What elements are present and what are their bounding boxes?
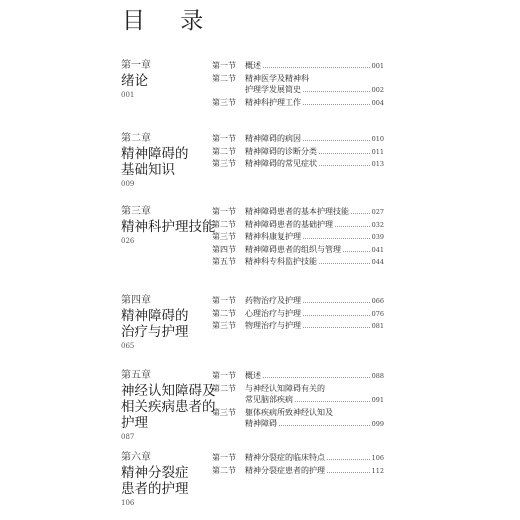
- section-title-text: 精神科专科监护技能: [245, 257, 317, 266]
- section-page-number: 088: [371, 372, 384, 380]
- section-title-line: [245, 370, 384, 383]
- section-label: 第一节: [212, 207, 236, 216]
- section-label: 第三节: [212, 97, 236, 107]
- section-label: 第三节: [212, 232, 236, 241]
- dot-leader: [327, 459, 370, 460]
- section-label: 第一节: [212, 61, 236, 70]
- section-body: [245, 97, 384, 110]
- section-title-text: 心理治疗与护理: [245, 308, 301, 318]
- dot-leader: [319, 165, 370, 166]
- dot-leader: [303, 104, 370, 105]
- chapter-page-number: 065: [121, 342, 135, 350]
- section-list: [212, 60, 384, 109]
- section-body: [245, 452, 384, 465]
- chapter-page-number: 087: [121, 433, 135, 441]
- toc-entry[interactable]: [212, 256, 384, 269]
- toc-entry[interactable]: [212, 465, 384, 478]
- section-page-number: 001: [371, 62, 384, 70]
- chapter-number: 第四章: [121, 295, 151, 306]
- section-page-number: 041: [371, 245, 384, 254]
- chapter-page-number: 026: [121, 237, 135, 245]
- section-title-text: 护理学发展简史: [245, 85, 301, 94]
- section-label: 第二节: [212, 146, 236, 156]
- toc-entry[interactable]: [212, 407, 384, 431]
- section-title-text: 精神分裂症的临床特点: [245, 453, 325, 462]
- dot-leader: [295, 401, 370, 402]
- toc-entry[interactable]: [212, 97, 384, 110]
- section-page-number: 076: [371, 309, 384, 318]
- section-title-line: [245, 465, 384, 478]
- section-title-text: 常见脑部疾病: [245, 395, 293, 404]
- section-page-number: 027: [371, 208, 384, 216]
- toc-title: 目 录: [122, 8, 218, 34]
- section-title-line: [245, 295, 384, 308]
- section-list: [212, 133, 384, 171]
- chapter-title-line: 相关疾病患者的: [121, 399, 216, 415]
- section-body: [245, 407, 384, 431]
- chapter-title-line: 绪论: [121, 73, 148, 89]
- dot-leader: [327, 472, 370, 473]
- section-body: [245, 320, 384, 333]
- section-page-number: 081: [371, 322, 384, 330]
- section-body: [245, 206, 384, 219]
- section-list: [212, 206, 384, 269]
- section-body: [245, 73, 384, 97]
- section-label: 第三节: [212, 159, 236, 168]
- section-page-number: 013: [371, 160, 384, 168]
- section-title-text: 精神科护理工作: [245, 97, 301, 107]
- toc-entry[interactable]: [212, 60, 384, 73]
- section-body: [245, 244, 384, 257]
- section-title-line: [245, 231, 384, 244]
- section-page-number: 011: [371, 147, 384, 156]
- toc-entry[interactable]: [212, 295, 384, 308]
- section-page-number: 091: [371, 396, 384, 404]
- section-page-number: 004: [371, 98, 384, 107]
- section-body: [245, 231, 384, 244]
- section-page-number: 044: [371, 258, 384, 266]
- section-page-number: 099: [371, 420, 384, 428]
- chapter-number: 第六章: [121, 452, 151, 463]
- section-page-number: 066: [371, 297, 384, 305]
- chapter-title-line: 护理: [121, 415, 148, 431]
- section-title-line: [245, 418, 384, 431]
- section-label: 第三节: [212, 407, 236, 417]
- section-title-line: [245, 84, 384, 97]
- section-label: 第二节: [212, 219, 236, 229]
- section-label: 第一节: [212, 453, 236, 462]
- section-title-line: [245, 308, 384, 321]
- section-label: 第二节: [212, 465, 236, 475]
- dot-leader: [303, 327, 370, 328]
- section-title-text: 精神障碍的诊断分类: [245, 146, 317, 156]
- section-title-text: 躯体疾病所致神经认知及: [245, 407, 333, 417]
- chapter-title-line: 精神分裂症: [121, 465, 189, 481]
- section-page-number: 106: [371, 454, 384, 462]
- section-page-number: 010: [371, 135, 384, 143]
- section-title-text: 精神医学及精神科: [245, 73, 309, 83]
- toc-entry[interactable]: [212, 452, 384, 465]
- section-title-text: 精神障碍的常见症状: [245, 159, 317, 168]
- section-title-line: [245, 133, 384, 146]
- section-body: [245, 158, 384, 171]
- section-list: [212, 370, 384, 431]
- dot-leader: [303, 302, 370, 303]
- toc-entry[interactable]: [212, 308, 384, 321]
- section-title-line: [245, 394, 384, 407]
- section-title-line: [245, 383, 384, 395]
- dot-leader: [335, 226, 370, 227]
- section-title-line: [245, 206, 384, 219]
- section-label: 第二节: [212, 73, 236, 83]
- toc-entry[interactable]: [212, 158, 384, 171]
- dot-leader: [319, 153, 370, 154]
- section-title-text: 精神障碍的病因: [245, 134, 301, 143]
- section-body: [245, 370, 384, 383]
- section-page-number: 002: [371, 86, 384, 94]
- section-body: [245, 308, 384, 321]
- section-title-line: [245, 146, 384, 159]
- section-label: 第二节: [212, 308, 236, 318]
- dot-leader: [279, 425, 370, 426]
- section-page-number: 032: [371, 220, 384, 229]
- section-title-text: 精神障碍患者的组织与管理: [245, 244, 341, 254]
- toc-entry[interactable]: [212, 206, 384, 219]
- chapter-page-number: 001: [121, 91, 135, 99]
- chapter-title-line: 治疗与护理: [121, 324, 189, 340]
- toc-entry[interactable]: [212, 231, 384, 244]
- section-title-line: [245, 407, 384, 419]
- section-body: [245, 60, 384, 73]
- section-title-line: [245, 244, 384, 257]
- chapter-title-line: 患者的护理: [121, 481, 189, 497]
- section-title-text: 药物治疗及护理: [245, 296, 301, 305]
- section-title-line: [245, 452, 384, 465]
- section-list: [212, 295, 384, 333]
- section-title-line: [245, 60, 384, 73]
- section-page-number: 039: [371, 233, 384, 241]
- section-body: [245, 295, 384, 308]
- dot-leader: [303, 315, 370, 316]
- toc-entry[interactable]: [212, 219, 384, 232]
- chapter-title-line: 精神障碍的: [121, 146, 189, 162]
- section-label: 第五节: [212, 257, 236, 266]
- section-body: [245, 133, 384, 146]
- chapter-number: 第一章: [121, 60, 151, 71]
- section-label: 第四节: [212, 244, 236, 254]
- dot-leader: [303, 91, 370, 92]
- toc-entry[interactable]: [212, 320, 384, 333]
- section-title-text: 概述: [245, 61, 261, 70]
- chapter-page-number: 009: [121, 180, 135, 188]
- section-body: [245, 465, 384, 478]
- section-title-text: 精神分裂症患者的护理: [245, 465, 325, 475]
- section-title-line: [245, 97, 384, 110]
- chapter-title-line: 精神科护理技能: [121, 219, 216, 235]
- dot-leader: [263, 377, 370, 378]
- chapter-page-number: 106: [121, 499, 135, 507]
- section-list: [212, 452, 384, 477]
- toc-entry[interactable]: [212, 370, 384, 383]
- section-title-text: 精神障碍: [245, 419, 277, 428]
- chapter-title-line: 神经认知障碍及: [121, 383, 216, 399]
- dot-leader: [319, 263, 370, 264]
- dot-leader: [303, 238, 370, 239]
- section-label: 第一节: [212, 134, 236, 143]
- toc-entry[interactable]: [212, 73, 384, 97]
- section-title-text: 物理治疗与护理: [245, 321, 301, 330]
- dot-leader: [343, 251, 370, 252]
- section-body: [245, 219, 384, 232]
- section-title-line: [245, 158, 384, 171]
- section-title-line: [245, 256, 384, 269]
- section-title-text: 概述: [245, 371, 261, 380]
- toc-entry[interactable]: [212, 146, 384, 159]
- chapter-title-line: 精神障碍的: [121, 308, 189, 324]
- toc-entry[interactable]: [212, 383, 384, 407]
- dot-leader: [303, 140, 370, 141]
- section-title-text: 精神障碍患者的基础护理: [245, 219, 333, 229]
- section-label: 第三节: [212, 321, 236, 330]
- section-body: [245, 383, 384, 407]
- toc-entry[interactable]: [212, 244, 384, 257]
- section-title-line: [245, 320, 384, 333]
- section-title-text: 精神科康复护理: [245, 232, 301, 241]
- section-label: 第一节: [212, 371, 236, 380]
- section-title-text: 与神经认知障碍有关的: [245, 383, 325, 393]
- section-body: [245, 146, 384, 159]
- section-body: [245, 256, 384, 269]
- section-label: 第二节: [212, 383, 236, 393]
- chapter-number: 第五章: [121, 370, 151, 381]
- dot-leader: [263, 67, 370, 68]
- section-title-text: 精神障碍患者的基本护理技能: [245, 207, 349, 216]
- chapter-number: 第三章: [121, 206, 151, 217]
- chapter-number: 第二章: [121, 133, 151, 144]
- section-title-line: [245, 219, 384, 232]
- section-label: 第一节: [212, 296, 236, 305]
- dot-leader: [351, 213, 370, 214]
- section-page-number: 112: [371, 466, 384, 475]
- chapter-title-line: 基础知识: [121, 162, 175, 178]
- toc-entry[interactable]: [212, 133, 384, 146]
- section-title-line: [245, 73, 384, 85]
